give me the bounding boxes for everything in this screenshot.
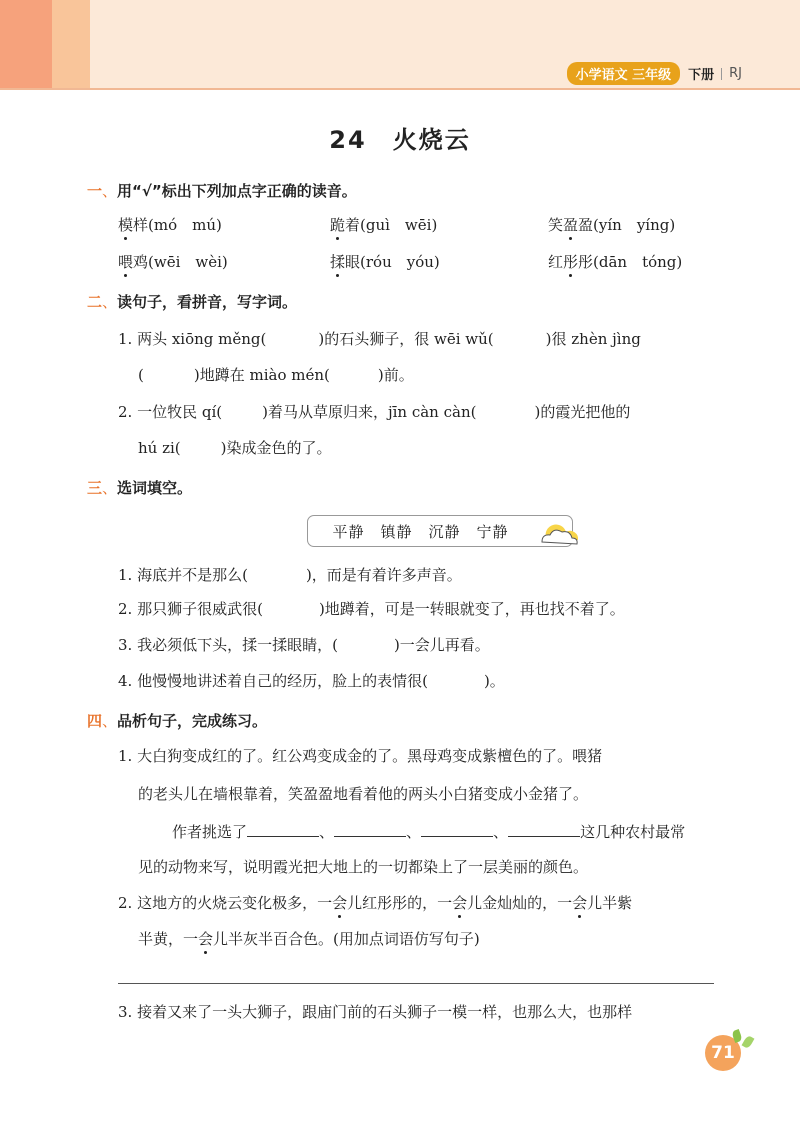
divider xyxy=(721,68,722,80)
page-number: 71 xyxy=(705,1035,741,1071)
fill-line: ( )地蹲在 miào mén( )前。 xyxy=(138,366,414,384)
word-bank-words: 平静 镇静 沉静 宁静 xyxy=(332,523,509,541)
pinyin-item: 红彤彤(dān tóng) xyxy=(548,253,683,271)
header-color-bar xyxy=(0,0,52,90)
section-1-heading: 一、用“√”标出下列加点字正确的读音。 xyxy=(87,182,357,200)
volume-label: 下册 xyxy=(688,68,715,83)
passage-line: 3. 接着又来了一头大狮子，跟庙门前的石头狮子一模一样，也那么大，也那样 xyxy=(118,1003,633,1021)
question-line: 作者挑选了 、 、 、 这几种农村最常 xyxy=(172,823,686,841)
fill-line: 4. 他慢慢地讲述着自己的经历，脸上的表情很( )。 xyxy=(118,672,505,690)
passage-line: 见的动物来写，说明霞光把大地上的一切都染上了一层美丽的颜色。 xyxy=(138,858,589,876)
pinyin-item: 模样(mó mú) xyxy=(118,216,222,234)
passage-line: 半黄，一会儿半灰半百合色。(用加点词语仿写句子) xyxy=(138,930,480,948)
page-header xyxy=(0,0,800,90)
pinyin-item: 跪着(guì wēi) xyxy=(330,216,438,234)
edition-label: RJ xyxy=(729,66,742,81)
fill-line: 2. 那只狮子很威武很( )地蹲着，可是一转眼就变了，再也找不着了。 xyxy=(118,600,625,618)
leaf-icon xyxy=(742,1035,755,1049)
word-bank xyxy=(307,515,573,547)
fill-line: 3. 我必须低下头，揉一揉眼睛，( )一会儿再看。 xyxy=(118,636,490,654)
book-info xyxy=(567,62,742,85)
fill-line: 2. 一位牧民 qí( )着马从草原归来，jīn càn càn( )的霞光把他的 xyxy=(118,403,631,421)
passage-line: 2. 这地方的火烧云变化极多，一会儿红彤彤的，一会儿金灿灿的，一会儿半紫 xyxy=(118,894,633,912)
pinyin-item: 笑盈盈(yín yíng) xyxy=(548,216,676,234)
passage-line: 的老头儿在墙根靠着，笑盈盈地看着他的两头小白猪变成小金猪了。 xyxy=(138,785,589,803)
passage-line: 1. 大白狗变成红的了。红公鸡变成金的了。黑母鸡变成紫檀色的了。喂猪 xyxy=(118,747,603,765)
fill-line: 1. 海底并不是那么( )，而是有着许多声音。 xyxy=(118,566,462,584)
section-3-heading: 三、选词填空。 xyxy=(87,479,193,497)
subject-badge: 小学语文 三年级 xyxy=(567,62,681,85)
section-2-heading: 二、读句子，看拼音，写字词。 xyxy=(87,293,298,311)
fill-line: 1. 两头 xiōng měng( )的石头狮子，很 wēi wǔ( )很 zhèn jìng xyxy=(118,330,641,348)
lesson-title: 24 火烧云 xyxy=(329,126,471,154)
pinyin-item: 喂鸡(wēi wèi) xyxy=(118,253,228,271)
fill-line: hú zi( )染成金色的了。 xyxy=(138,439,332,457)
header-color-bar-2 xyxy=(52,0,90,90)
section-4-heading: 四、品析句子，完成练习。 xyxy=(87,712,268,730)
cloud-icon xyxy=(540,518,580,546)
answer-line xyxy=(118,983,714,984)
pinyin-item: 揉眼(róu yóu) xyxy=(330,253,440,271)
header-divider xyxy=(0,88,800,90)
